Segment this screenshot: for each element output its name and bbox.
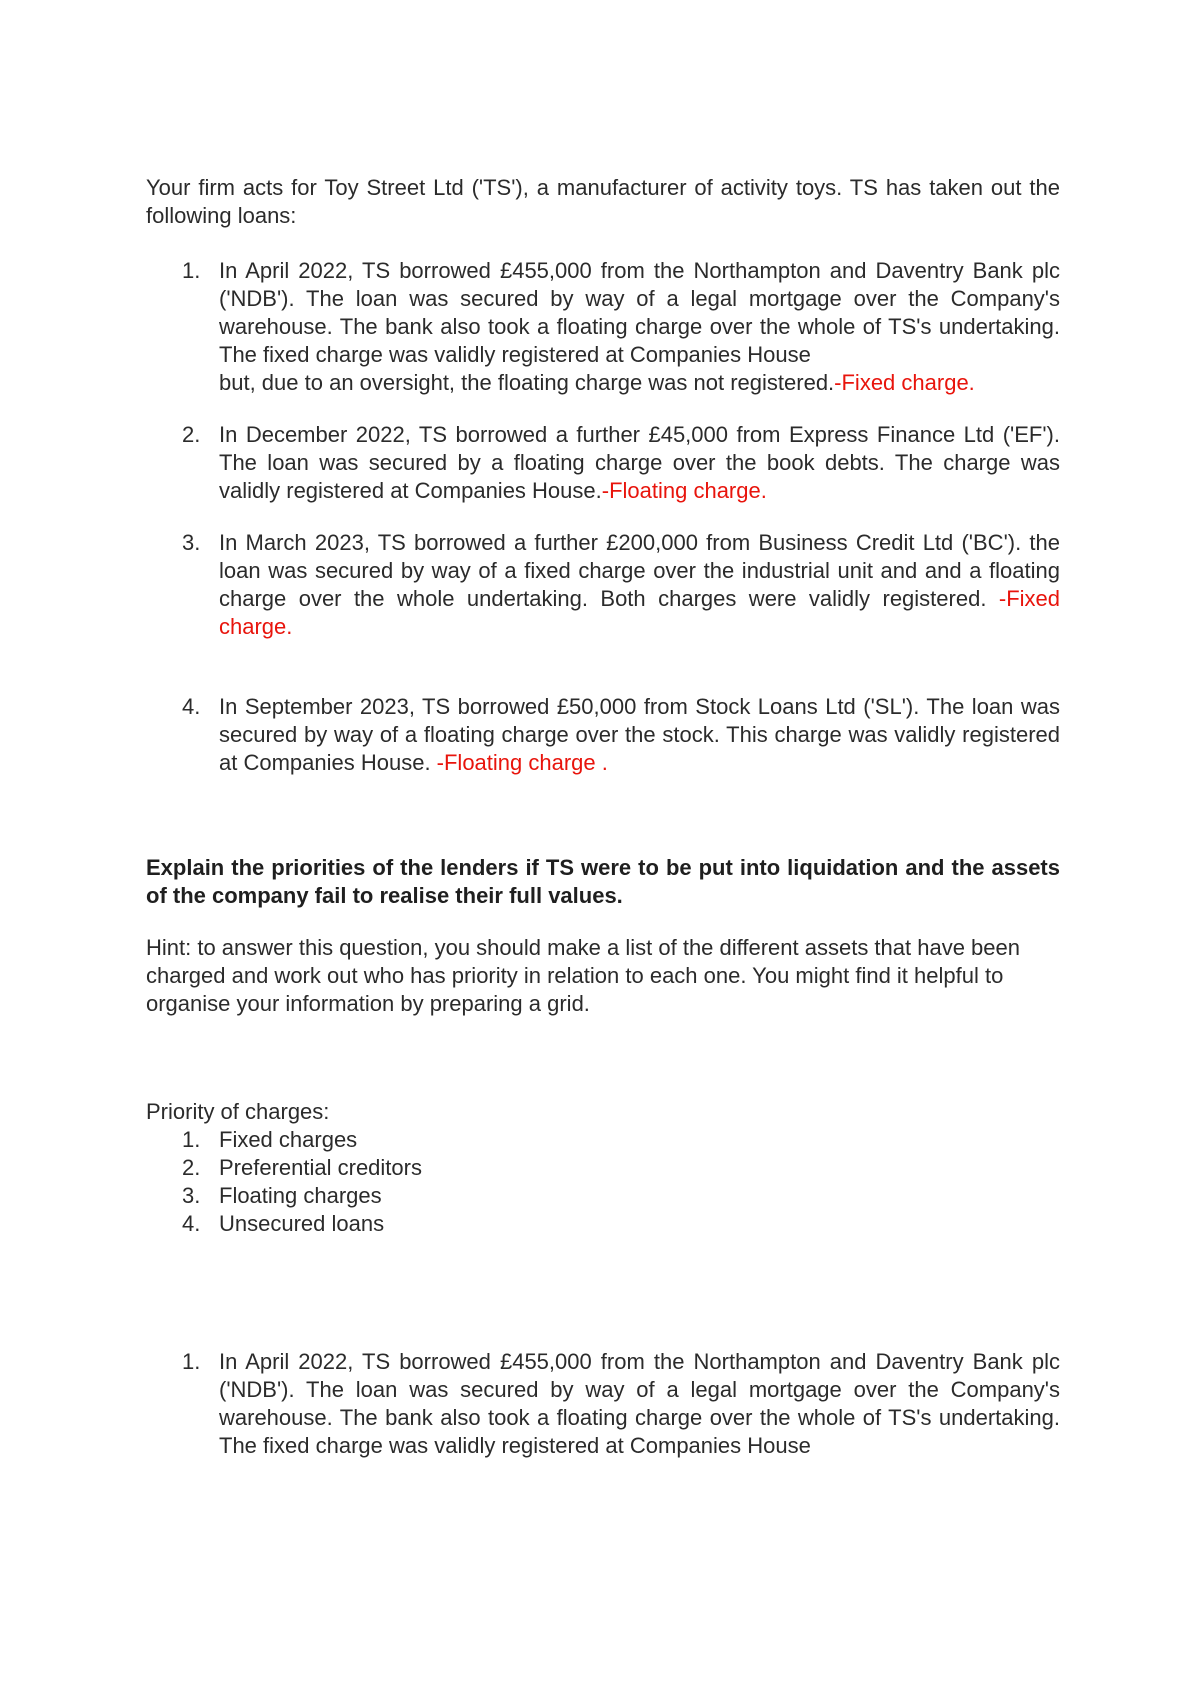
list-number: 1. — [182, 1127, 201, 1152]
repeated-loan-list — [146, 1348, 1060, 1460]
loan-text: In April 2022, TS borrowed £455,000 from the Northampton and Daventry Bank plc ('NDB'). The loan was secured by way of a legal mortgage over the Company's warehouse. The bank also took a floating charge over the whole of TS's undertaking. The fixed charge was validly registered at Companies House — [219, 1349, 1060, 1458]
priority-label: Preferential creditors — [219, 1155, 422, 1180]
loan-list — [146, 257, 1060, 777]
list-number: 4. — [182, 1211, 201, 1236]
priority-heading: Priority of charges: — [146, 1099, 330, 1124]
list-number: 2. — [182, 1155, 201, 1180]
loan-text: In December 2022, TS borrowed a further £45,000 from Express Finance Ltd ('EF'). The loan was secured by a floating charge over the book debts. The charge was validly registered at Companies House. — [219, 422, 1060, 503]
list-item — [146, 1126, 1060, 1154]
list-item — [146, 421, 1060, 505]
hint-paragraph: Hint: to answer this question, you should make a list of the different assets that have been charged and work out who has priority in relation to each one. You might find it helpful to organise your information by preparing a grid. — [146, 935, 1020, 1016]
list-number: 1. — [182, 258, 201, 283]
charge-note: -Fixed charge. — [219, 586, 1060, 639]
charge-note: -Floating charge. — [601, 478, 767, 503]
charge-note: -Floating charge . — [436, 750, 608, 775]
list-number: 4. — [182, 694, 201, 719]
list-number: 3. — [182, 1183, 201, 1208]
priority-label: Fixed charges — [219, 1127, 358, 1152]
priority-label: Floating charges — [219, 1183, 382, 1208]
loan-text: In September 2023, TS borrowed £50,000 from Stock Loans Ltd ('SL'). The loan was secured by way of a floating charge over the stock. This charge was validly registered at Companies House. — [219, 694, 1060, 775]
priority-label: Unsecured loans — [219, 1211, 385, 1236]
list-item — [146, 1182, 1060, 1210]
list-item — [146, 1210, 1060, 1238]
list-item — [146, 1348, 1060, 1460]
list-item — [146, 529, 1060, 641]
loan-text-continued: but, due to an oversight, the floating charge was not registered. — [219, 370, 835, 395]
list-item — [146, 1154, 1060, 1182]
question-heading: Explain the priorities of the lenders if TS were to be put into liquidation and the assets of the company fail to realise their full values. — [146, 855, 1060, 908]
charge-note: -Fixed charge. — [834, 370, 975, 395]
list-number: 3. — [182, 530, 201, 555]
loan-text: In March 2023, TS borrowed a further £200,000 from Business Credit Ltd ('BC'). the loan was secured by way of a fixed charge over the industrial unit and and a floating charge over the whole undertaking. Both charges were validly registered. — [219, 530, 1060, 611]
intro-paragraph: Your firm acts for Toy Street Ltd ('TS'), a manufacturer of activity toys. TS has taken out the following loans: — [146, 175, 1060, 228]
list-item — [146, 693, 1060, 777]
list-number: 2. — [182, 422, 201, 447]
priority-list — [146, 1126, 1060, 1238]
list-item — [146, 257, 1060, 397]
document-page — [146, 174, 1060, 1460]
list-number: 1. — [182, 1349, 201, 1374]
loan-text: In April 2022, TS borrowed £455,000 from the Northampton and Daventry Bank plc ('NDB'). The loan was secured by way of a legal mortgage over the Company's warehouse. The bank also took a floating charge over the whole of TS's undertaking. The fixed charge was validly registered at Companies House — [219, 258, 1060, 367]
